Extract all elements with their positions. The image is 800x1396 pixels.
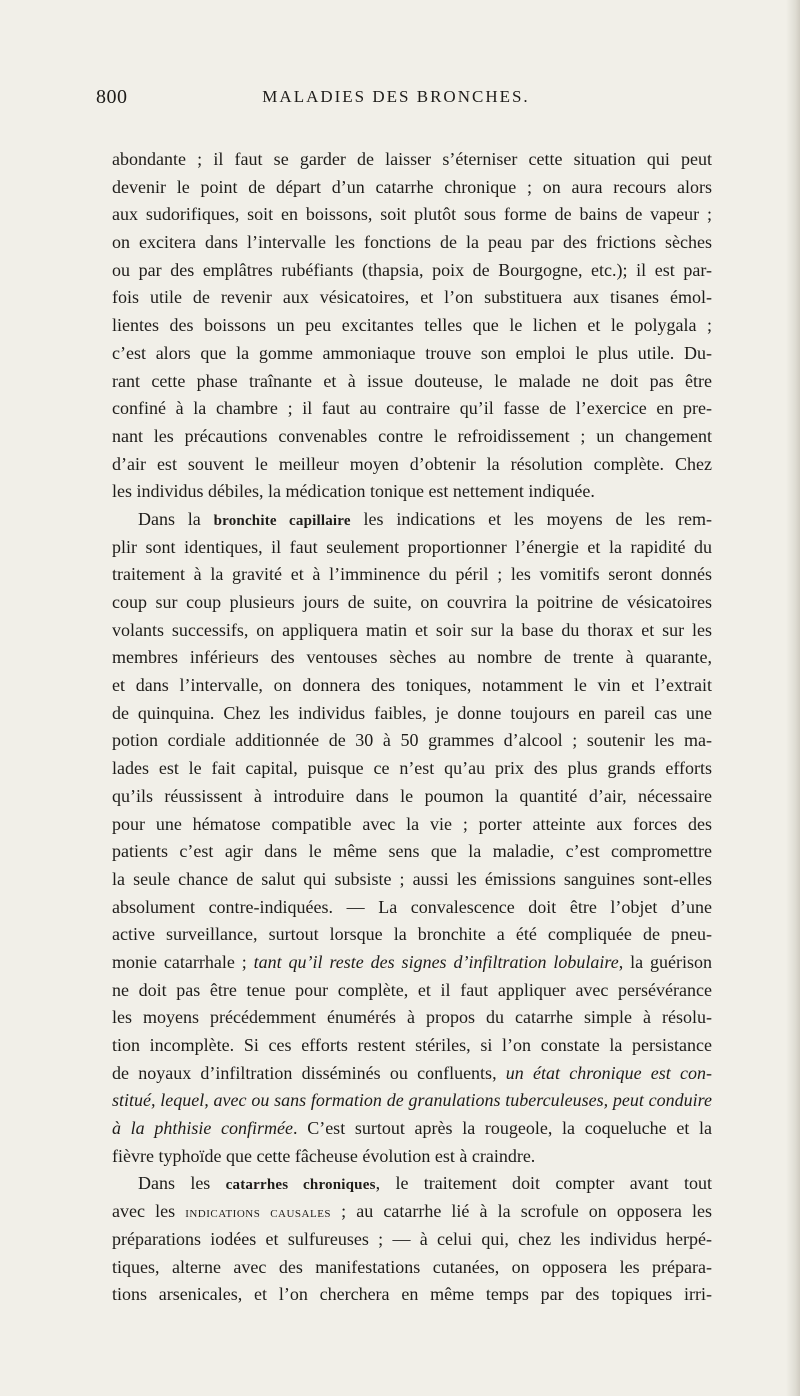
text-run: les individus débiles, la médication tonique est nettement indiquée. — [112, 481, 595, 502]
text-line — [112, 1143, 712, 1171]
text-line — [112, 1060, 712, 1088]
text-run: qu’ils réussissent à introduire dans le poumon la quantité d’air, nécessaire — [112, 785, 712, 806]
text-line — [112, 866, 712, 894]
text-run: abondante ; il faut se garder de laisser s’éterniser cette situation qui peut — [112, 149, 712, 169]
text-line — [112, 589, 712, 617]
text-run: tions arsenicales, et l’on cherchera en même temps par des topiques irri- — [112, 1284, 712, 1305]
text-run: tiques, alterne avec des manifestations cutanées, on opposera les prépara- — [112, 1256, 712, 1277]
text-run: aux sudorifiques, soit en boissons, soit plutôt sous forme de bains de vapeur ; — [112, 204, 712, 225]
text-line — [112, 257, 712, 285]
italic-phrase: à la phthisie confirmée — [112, 1118, 294, 1139]
text-line — [112, 174, 712, 202]
text-run: de quinquina. Chez les individus faibles, je donne toujours en pareil cas une — [112, 702, 712, 723]
text-line — [112, 1004, 712, 1032]
text-line — [112, 395, 712, 423]
text-line — [112, 1281, 712, 1309]
text-run: traitement à la gravité et à l’imminence du péril ; les vomitifs seront donnés — [112, 564, 712, 585]
text-run: absolument contre-indiquées. — La convalescence doit être l’objet d’une — [112, 896, 712, 917]
text-run: ne doit pas être tenue pour complète, et il faut appliquer avec persévérance — [112, 979, 712, 1000]
text-line — [112, 368, 712, 396]
text-run: Dans la — [138, 508, 214, 529]
text-run: de noyaux d’infiltration disséminés ou confluents, — [112, 1062, 506, 1083]
text-run: potion cordiale additionnée de 30 à 50 grammes d’alcool ; soutenir les ma- — [112, 730, 712, 751]
text-line — [112, 1170, 712, 1198]
text-line — [112, 1087, 712, 1115]
text-run: rant cette phase traînante et à issue douteuse, le malade ne doit pas être — [112, 370, 712, 391]
italic-phrase: tant qu’il reste des signes d’infiltration lobulaire — [253, 951, 619, 972]
text-line — [112, 838, 712, 866]
bold-term: catarrhes chroniques — [225, 1177, 376, 1194]
text-run: c’est alors que la gomme ammoniaque trouve son emploi le plus utile. Du- — [112, 342, 712, 363]
page-edge-shadow — [786, 0, 800, 1396]
text-line — [112, 340, 712, 368]
text-line — [112, 478, 712, 506]
text-line — [112, 146, 712, 174]
text-line — [112, 921, 712, 949]
small-caps-term: indications causales — [185, 1205, 332, 1222]
text-run: ou par des emplâtres rubéfiants (thapsia, poix de Bourgogne, etc.); il est par- — [112, 259, 712, 280]
text-run: ; au catarrhe lié à la scrofule on opposera les — [331, 1201, 712, 1222]
text-line — [112, 977, 712, 1005]
text-run: Dans les — [138, 1173, 226, 1194]
text-run: la seule chance de salut qui subsiste ; aussi les émissions sanguines sont-elles — [112, 868, 712, 889]
text-line — [112, 1115, 712, 1143]
text-run: patients c’est agir dans le même sens que la maladie, c’est compromettre — [112, 841, 712, 862]
text-run: fièvre typhoïde que cette fâcheuse évolution est à craindre. — [112, 1145, 536, 1166]
italic-phrase: un état chronique est con- — [505, 1062, 712, 1083]
italic-phrase: stitué, lequel, avec ou sans formation de granulations tuberculeuses, peut conduire — [112, 1090, 712, 1111]
text-line — [112, 727, 712, 755]
text-line — [112, 1226, 712, 1254]
text-run: d’air est souvent le meilleur moyen d’obtenir la résolution complète. Chez — [112, 453, 712, 474]
text-run: avec les — [112, 1201, 186, 1222]
text-run: , la guérison — [618, 951, 712, 972]
text-line — [112, 644, 712, 672]
text-line — [112, 783, 712, 811]
text-run: membres inférieurs des ventouses sèches au nombre de trente à quarante, — [112, 647, 712, 668]
text-run: lientes des boissons un peu excitantes telles que le lichen et le polygala ; — [112, 315, 712, 336]
text-run: confiné à la chambre ; il faut au contraire qu’il fasse de l’exercice en pre- — [112, 398, 712, 419]
text-run: pour une hématose compatible avec la vie ; porter atteinte aux forces des — [112, 813, 712, 834]
text-run: on excitera dans l’intervalle les fonctions de la peau par des frictions sèches — [112, 232, 712, 253]
text-line — [112, 1198, 712, 1226]
text-line — [112, 451, 712, 479]
text-line — [112, 949, 712, 977]
text-line — [112, 506, 712, 534]
text-run: , le traitement doit compter avant tout — [375, 1173, 712, 1194]
text-run: coup sur coup plusieurs jours de suite, on couvrira la poitrine de vésicatoires — [112, 592, 712, 612]
text-line — [112, 423, 712, 451]
bold-term: bronchite capillaire — [213, 512, 351, 529]
text-run: fois utile de revenir aux vésicatoires, et l’on substituera aux tisanes émol- — [112, 287, 712, 308]
text-line — [112, 755, 712, 783]
running-title: MALADIES DES BRONCHES. — [262, 87, 530, 106]
text-run: active surveillance, surtout lorsque la bronchite a été compliquée de pneu- — [112, 924, 712, 945]
text-line — [112, 700, 712, 728]
text-run: préparations iodées et sulfureuses ; — à celui qui, chez les individus herpé- — [112, 1228, 712, 1249]
text-line — [112, 284, 712, 312]
text-run: volants successifs, on appliquera matin et soir sur la base du thorax et sur les — [112, 619, 712, 640]
text-run: nant les précautions convenables contre le refroidissement ; un changement — [112, 425, 712, 446]
text-line — [112, 811, 712, 839]
text-run: plir sont identiques, il faut seulement proportionner l’énergie et la rapidité du — [112, 536, 712, 557]
text-line — [112, 672, 712, 700]
text-line — [112, 1254, 712, 1282]
text-run: et dans l’intervalle, on donnera des toniques, notamment le vin et l’extrait — [112, 675, 712, 696]
text-line — [112, 201, 712, 229]
page-number: 800 — [96, 86, 128, 108]
text-run: lades est le fait capital, puisque ce n’est qu’au prix des plus grands efforts — [112, 758, 712, 779]
text-line — [112, 1032, 712, 1060]
text-line — [112, 561, 712, 589]
text-line — [112, 894, 712, 922]
text-line — [112, 312, 712, 340]
text-line — [112, 617, 712, 645]
text-run: les indications et les moyens de les rem- — [350, 508, 712, 529]
page-header — [96, 86, 696, 126]
text-line — [112, 229, 712, 257]
text-run: . C’est surtout après la rougeole, la coqueluche et la — [293, 1118, 712, 1139]
text-line — [112, 534, 712, 562]
text-run: devenir le point de départ d’un catarrhe chronique ; on aura recours alors — [112, 176, 712, 197]
text-run: les moyens précédemment énumérés à propos du catarrhe simple à résolu- — [112, 1007, 712, 1028]
body-text — [112, 146, 712, 1309]
text-run: monie catarrhale ; — [112, 951, 254, 972]
text-run: tion incomplète. Si ces efforts restent stériles, si l’on constate la persistance — [112, 1035, 712, 1055]
